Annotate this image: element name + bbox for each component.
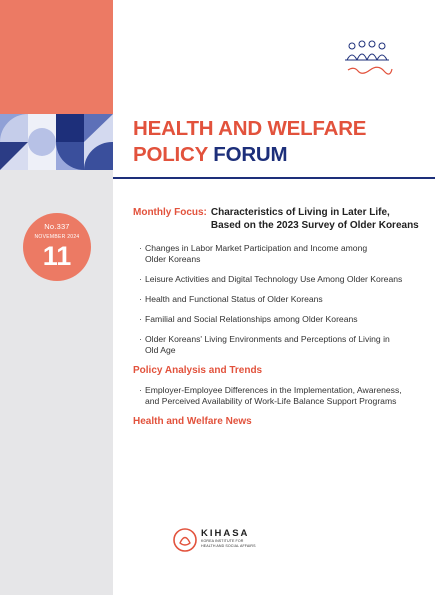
- title-policy: POLICY: [133, 143, 208, 166]
- monthly-focus-title: [211, 207, 419, 232]
- list-item: [139, 334, 423, 356]
- bullet-icon: ·: [139, 274, 142, 284]
- monthly-focus-title-line-2: Based on the 2023 Survey of Older Koreans: [210, 219, 419, 231]
- title-divider: [113, 177, 435, 179]
- bullet-icon: ·: [139, 385, 142, 395]
- list-item: [139, 385, 423, 407]
- people-logo-icon: [340, 38, 398, 80]
- kihasa-subtitle-line-2: HEALTH AND SOCIAL AFFAIRS: [201, 543, 256, 548]
- list-item-line: Changes in Labor Market Participation and Income among: [145, 243, 368, 253]
- bullet-icon: ·: [139, 334, 142, 344]
- list-item-line: Employer-Employee Differences in the Implementation, Awareness,: [145, 385, 402, 395]
- news-heading: Health and Welfare News: [133, 416, 252, 427]
- policy-analysis-heading: Policy Analysis and Trends: [133, 365, 263, 376]
- list-item-line: Health and Functional Status of Older Koreans: [145, 294, 323, 304]
- list-item-line: Familial and Social Relationships among Older Koreans: [145, 314, 358, 324]
- geometric-pattern: [0, 114, 113, 170]
- list-item: [139, 274, 423, 285]
- kihasa-subtitle-line-1: KOREA INSTITUTE FOR: [201, 539, 244, 543]
- decorative-tiles: [0, 114, 113, 170]
- top-color-block: [0, 0, 113, 114]
- list-item-line: and Perceived Availability of Work-Life Balance Support Programs: [145, 396, 397, 406]
- bullet-icon: ·: [139, 243, 142, 253]
- title-line-2: [133, 142, 366, 168]
- list-item: [139, 314, 423, 325]
- list-item-text: [145, 274, 423, 285]
- monthly-focus-label: Monthly Focus:: [133, 207, 207, 218]
- title-forum: FORUM: [213, 143, 288, 166]
- monthly-focus-header: [133, 207, 423, 232]
- kihasa-logo: [172, 524, 282, 556]
- monthly-focus-list: [133, 243, 423, 356]
- list-item-line: Older Koreans' Living Environments and Perceptions of Living in: [145, 334, 390, 344]
- table-of-contents: [133, 207, 423, 427]
- kihasa-emblem-icon: [172, 527, 198, 553]
- list-item: [139, 294, 423, 305]
- list-item-text: [145, 314, 423, 325]
- list-item-line: Older Koreans: [145, 254, 201, 264]
- bullet-icon: ·: [139, 294, 142, 304]
- list-item-line: Leisure Activities and Digital Technology Use Among Older Koreans: [145, 274, 403, 284]
- list-item-text: [145, 243, 423, 265]
- kihasa-subtitle: [201, 539, 256, 548]
- list-item-text: [145, 294, 423, 305]
- list-item-text: [145, 385, 423, 407]
- title-line-1: HEALTH AND WELFARE: [133, 117, 367, 140]
- list-item: [139, 243, 423, 265]
- issue-number: No.337: [44, 222, 70, 231]
- publication-title: [133, 116, 366, 168]
- issue-month: 11: [42, 241, 72, 271]
- ministry-logo: [340, 38, 398, 80]
- list-item-line: Old Age: [145, 345, 176, 355]
- policy-analysis-list: [133, 385, 423, 407]
- bullet-icon: ·: [139, 314, 142, 324]
- issue-date: NOVEMBER 2024: [34, 234, 80, 240]
- list-item-text: [145, 334, 423, 356]
- monthly-focus-title-line-1: Characteristics of Living in Later Life,: [210, 207, 390, 218]
- issue-badge: [23, 213, 91, 281]
- kihasa-name: KIHASA: [201, 528, 250, 539]
